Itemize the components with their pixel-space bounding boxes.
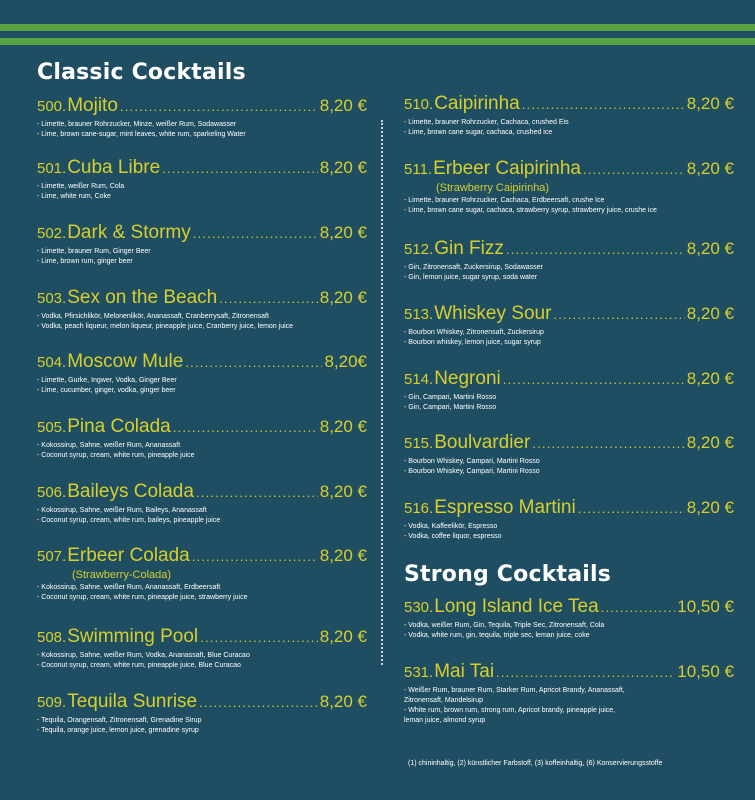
top-stripe: [0, 24, 755, 31]
item-name: Tequila Sunrise: [67, 691, 198, 712]
menu-item: [404, 432, 734, 477]
item-number: 500.: [37, 98, 67, 115]
item-price: 8,20 €: [319, 417, 367, 436]
item-subtitle: (Strawberry-Colada): [72, 569, 172, 581]
item-price: 8,20 €: [319, 692, 367, 711]
item-name: Mojito: [67, 95, 118, 116]
ingredients-de: - Kokossirup, Sahne, weißer Rum, Baileys, Ananassaft: [37, 507, 207, 514]
leader-dots: [553, 304, 684, 326]
menu-item: [37, 351, 367, 396]
ingredients-de: - Tequila, Orangensaft, Zitronensaft, Grenadine Sirup: [37, 717, 202, 724]
item-number: 502.: [37, 225, 67, 242]
ingredients-de: - Limette, brauner Rum, Ginger Beer: [37, 248, 151, 255]
item-subtitle: (Strawberry Caipirinha): [436, 182, 550, 194]
item-name: Negroni: [434, 368, 501, 389]
ingredients-en: - Gin, lemon juice, sugar syrup, soda water: [404, 274, 538, 281]
item-name: Long Island Ice Tea: [434, 596, 599, 617]
ingredients-en: - Gin, Campari, Martini Rosso: [404, 404, 497, 411]
section-title-classic: Classic Cocktails: [37, 60, 246, 85]
item-name: Baileys Colada: [67, 481, 194, 502]
item-number: 513.: [404, 306, 434, 323]
leader-dots: [193, 223, 318, 245]
leader-dots: [503, 369, 685, 391]
menu-item: [404, 303, 734, 348]
ingredients-en: - Lime, brown rum, ginger beer: [37, 258, 133, 265]
item-name: Gin Fizz: [434, 238, 504, 259]
item-price: 8,20 €: [319, 96, 367, 115]
leader-dots: [185, 352, 322, 374]
menu-item: [37, 481, 367, 526]
ingredients-en: - Coconut syrup, cream, white rum, pineapple juice, strawberry juice: [37, 594, 248, 601]
ingredients-de: - Vodka, Kaffeelikör, Espresso: [404, 523, 498, 530]
item-name: Mai Tai: [434, 661, 495, 682]
leader-dots: [583, 159, 685, 181]
ingredients-en: - Vodka, peach liqueur, melon liqueur, pineapple juice, Cranberry juice, lemon juice: [37, 323, 294, 330]
leader-dots: [578, 498, 685, 520]
menu-item: [37, 95, 367, 140]
ingredients-en: - Lime, brown cane sugar, cachaca, strawberry syrup, strawberry juice, crushe ice: [404, 207, 657, 214]
menu-item: [404, 93, 734, 138]
ingredients-de: - Vodka, Pfirsichlikör, Melonenlikör, Ananassaft, Cranberrysaft, Zitronensaft: [37, 313, 269, 320]
menu-item: [37, 626, 367, 671]
ingredients-de: - Gin, Zitronensaft, Zuckersirup, Sodawasser: [404, 264, 543, 271]
leader-dots: [522, 94, 685, 116]
menu-item: [404, 158, 734, 216]
item-name: Erbeer Colada: [67, 545, 190, 566]
menu-item: [404, 661, 734, 726]
menu-item: [37, 416, 367, 461]
item-price: 8,20 €: [686, 498, 734, 517]
item-number: 508.: [37, 629, 67, 646]
item-name: Swimming Pool: [67, 626, 199, 647]
item-price: 10,50 €: [677, 662, 734, 681]
menu-item: [37, 545, 367, 603]
leader-dots: [532, 433, 684, 455]
item-number: 510.: [404, 96, 434, 113]
ingredients-en: - Tequila, orange juice, lemon juice, grenadine syrup: [37, 727, 199, 734]
ingredients-en: - Lime, white rum, Coke: [37, 193, 111, 200]
ingredients-line: - Vodka, white rum, gin, tequila, triple sec, leman juice, coke: [404, 632, 590, 639]
item-number: 506.: [37, 484, 67, 501]
item-number: 503.: [37, 290, 67, 307]
item-price: 8,20 €: [686, 369, 734, 388]
ingredients-de: - Bourbon Whiskey, Campari, Martini Rosso: [404, 458, 540, 465]
ingredients-en: - Lime, cucumber, ginger, vodka, ginger beer: [37, 387, 176, 394]
leader-dots: [200, 627, 318, 649]
ingredients-line: - Weißer Rum, brauner Rum, Starker Rum, Apricot Brandy, Ananassaft,: [404, 687, 625, 694]
item-price: 8,20 €: [686, 433, 734, 452]
item-price: 8,20 €: [319, 223, 367, 242]
column-divider: [381, 120, 383, 665]
item-name: Erbeer Caipirinha: [433, 158, 581, 179]
item-number: 505.: [37, 419, 67, 436]
leader-dots: [162, 158, 318, 180]
ingredients-de: - Kokossirup, Sahne, weißer Rum, Ananassaft, Erdbeersaft: [37, 584, 221, 591]
ingredients-en: - Coconut syrup, cream, white rum, pineapple juice, Blue Curacao: [37, 662, 241, 669]
item-price: 8,20 €: [319, 288, 367, 307]
ingredients-en: - Coconut syrup, cream, white rum, baileys, pineapple juice: [37, 517, 221, 524]
item-price: 8,20 €: [686, 159, 734, 178]
item-number: 531.: [404, 664, 434, 681]
menu-item: [404, 238, 734, 283]
item-name: Sex on the Beach: [67, 287, 218, 308]
item-number: 504.: [37, 354, 67, 371]
item-number: 515.: [404, 435, 434, 452]
leader-dots: [173, 417, 318, 439]
menu-item: [37, 287, 367, 332]
ingredients-de: - Bourbon Whiskey, Zitronensaft, Zuckersirup: [404, 329, 544, 336]
item-number: 512.: [404, 241, 434, 258]
ingredients-de: - Limette, brauner Rohrzucker, Cachaca, crushed Eis: [404, 119, 569, 126]
ingredients-de: - Kokossirup, Sahne, weißer Rum, Ananassaft: [37, 442, 181, 449]
leader-dots: [192, 546, 318, 568]
item-price: 8,20 €: [319, 546, 367, 565]
item-number: 501.: [37, 160, 67, 177]
item-name: Caipirinha: [434, 93, 520, 114]
top-stripe: [0, 38, 755, 45]
ingredients-de: - Limette, Gurke, Ingwer, Vodka, Ginger Beer: [37, 377, 177, 384]
ingredients-line: leman juice, almond syrup: [404, 717, 486, 724]
item-name: Espresso Martini: [434, 497, 576, 518]
menu-item: [404, 368, 734, 413]
item-number: 509.: [37, 694, 67, 711]
leader-dots: [496, 662, 675, 684]
ingredients-de: - Kokossirup, Sahne, weißer Rum, Vodka, Ananassaft, Blue Curacao: [37, 652, 250, 659]
ingredients-en: - Vodka, coffee liquor, espresso: [404, 533, 502, 540]
menu-item: [37, 222, 367, 267]
item-name: Pina Colada: [67, 416, 171, 437]
ingredients-line: Zitronensaft, Mandelsirup: [404, 697, 483, 704]
ingredients-de: - Limette, weißer Rum, Cola: [37, 183, 125, 190]
ingredients-en: - Coconut syrup, cream, white rum, pineapple juice: [37, 452, 195, 459]
item-price: 10,50 €: [677, 597, 734, 616]
item-number: 516.: [404, 500, 434, 517]
item-name: Moscow Mule: [67, 351, 184, 372]
ingredients-line: - Vodka, weißer Rum, Gin, Tequila, Triple Sec, Zitronensaft, Cola: [404, 622, 605, 629]
item-number: 511.: [404, 161, 433, 178]
item-price: 8,20 €: [686, 94, 734, 113]
item-price: 8,20€: [324, 352, 367, 371]
item-name: Boulvardier: [434, 432, 531, 453]
allergen-footnote: (1) chininhaltig, (2) künstlicher Farbstoff, (3) koffeinhaltig, (6) Konservierungsstoffe: [408, 760, 663, 767]
ingredients-en: - Bourbon whiskey, lemon juice, sugar syrup: [404, 339, 541, 346]
ingredients-de: - Limette, brauner Rohrzucker, Minze, weißer Rum, Sodawasser: [37, 121, 237, 128]
item-number: 530.: [404, 599, 434, 616]
menu-item: [404, 596, 734, 641]
leader-dots: [219, 288, 318, 310]
leader-dots: [196, 482, 318, 504]
ingredients-en: - Lime, brown cane-sugar, mint leaves, white rum, sparkeling Water: [37, 131, 246, 138]
ingredients-en: - Lime, brown cane sugar, cachaca, crushed ice: [404, 129, 553, 136]
leader-dots: [120, 96, 318, 118]
ingredients-line: - White rum, brown rum, strong rum, Apricot brandy, pineapple juice,: [404, 707, 616, 714]
ingredients-en: - Bourbon Whiskey, Campari, Martini Rosso: [404, 468, 540, 475]
leader-dots: [506, 239, 685, 261]
section-title-strong: Strong Cocktails: [404, 562, 612, 587]
item-price: 8,20 €: [686, 304, 734, 323]
item-number: 514.: [404, 371, 434, 388]
leader-dots: [199, 692, 318, 714]
menu-item: [37, 691, 367, 736]
item-price: 8,20 €: [319, 158, 367, 177]
menu-item: [37, 157, 367, 202]
menu-item: [404, 497, 734, 542]
leader-dots: [601, 597, 676, 619]
item-name: Whiskey Sour: [434, 303, 552, 324]
ingredients-de: - Gin, Campari, Martini Rosso: [404, 394, 497, 401]
item-price: 8,20 €: [319, 482, 367, 501]
item-name: Cuba Libre: [67, 157, 161, 178]
item-price: 8,20 €: [686, 239, 734, 258]
item-price: 8,20 €: [319, 627, 367, 646]
ingredients-de: - Limette, brauner Rohrzucker, Cachaca, Erdbeersaft, crushe Ice: [404, 197, 605, 204]
item-number: 507.: [37, 548, 67, 565]
item-name: Dark & Stormy: [67, 222, 191, 243]
